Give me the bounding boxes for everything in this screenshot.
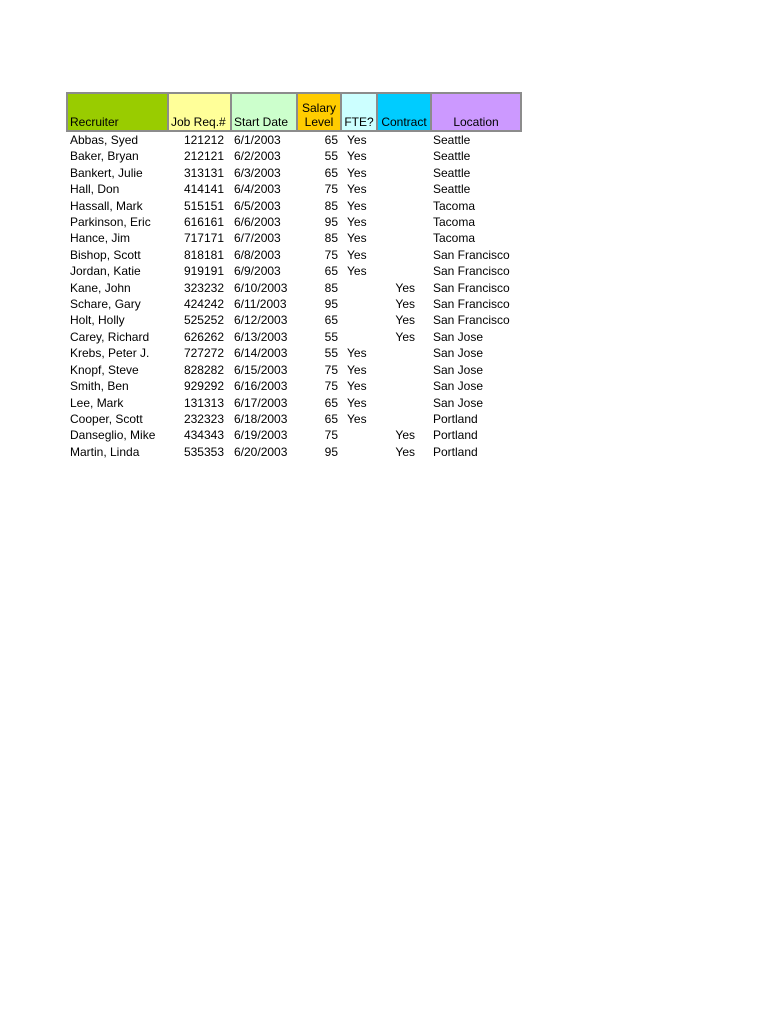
cell-contract[interactable]: Yes — [395, 280, 415, 295]
cell-start-date[interactable]: 6/18/2003 — [234, 411, 288, 426]
cell-job-req[interactable]: 535353 — [183, 444, 224, 459]
cell-start-date[interactable]: 6/9/2003 — [234, 264, 281, 279]
cell-recruiter[interactable]: Kane, John — [70, 280, 131, 295]
table-row — [67, 395, 521, 411]
cell-salary-level[interactable]: 75 — [324, 362, 338, 377]
cell-recruiter[interactable]: Bankert, Julie — [70, 165, 143, 180]
cell-start-date[interactable]: 6/3/2003 — [234, 165, 281, 180]
table-row — [67, 247, 521, 263]
cell-job-req[interactable]: 929292 — [183, 379, 224, 394]
table-body — [67, 131, 521, 460]
cell-location[interactable]: Seattle — [433, 182, 471, 197]
cell-recruiter[interactable]: Cooper, Scott — [70, 411, 143, 426]
cell-recruiter[interactable]: Holt, Holly — [70, 313, 125, 328]
table-row — [67, 181, 521, 197]
cell-contract[interactable] — [377, 198, 431, 214]
cell-recruiter[interactable]: Parkinson, Eric — [70, 215, 151, 230]
cell-location[interactable]: San Jose — [433, 346, 484, 361]
cell-fte[interactable]: Yes — [347, 264, 367, 279]
cell-job-req[interactable]: 212121 — [183, 149, 224, 164]
cell-start-date[interactable]: 6/5/2003 — [234, 198, 281, 213]
cell-job-req[interactable]: 424242 — [183, 297, 224, 312]
cell-location[interactable]: San Francisco — [433, 264, 510, 279]
cell-start-date[interactable]: 6/20/2003 — [234, 444, 288, 459]
cell-job-req[interactable]: 232323 — [183, 411, 224, 426]
cell-fte[interactable] — [341, 312, 377, 328]
header-contract[interactable]: Contract — [377, 93, 431, 131]
table-row — [67, 131, 521, 148]
cell-salary-level[interactable]: 65 — [324, 395, 338, 410]
cell-contract[interactable] — [377, 378, 431, 394]
cell-fte[interactable]: Yes — [347, 395, 367, 410]
cell-start-date[interactable]: 6/14/2003 — [234, 346, 288, 361]
cell-job-req[interactable]: 515151 — [183, 198, 224, 213]
cell-salary-level[interactable]: 95 — [324, 297, 338, 312]
cell-start-date[interactable]: 6/4/2003 — [234, 182, 281, 197]
cell-recruiter[interactable]: Lee, Mark — [70, 395, 124, 410]
table-row — [67, 345, 521, 361]
cell-fte[interactable] — [341, 329, 377, 345]
cell-start-date[interactable]: 6/11/2003 — [234, 297, 287, 312]
cell-location[interactable]: San Jose — [433, 329, 484, 344]
table-row — [67, 312, 521, 328]
table-row — [67, 444, 521, 460]
table-row — [67, 296, 521, 312]
header-salary-line2: Level — [304, 115, 334, 129]
cell-location[interactable]: Seattle — [433, 133, 471, 147]
cell-recruiter[interactable]: Hassall, Mark — [70, 198, 143, 213]
header-location[interactable]: Location — [431, 93, 521, 131]
cell-contract[interactable] — [377, 131, 431, 148]
cell-job-req[interactable]: 313131 — [183, 165, 224, 180]
table-row — [67, 263, 521, 279]
table-row — [67, 411, 521, 427]
cell-contract[interactable] — [377, 148, 431, 164]
table-row — [67, 378, 521, 394]
cell-location[interactable]: Seattle — [433, 165, 471, 180]
cell-recruiter[interactable]: Baker, Bryan — [70, 149, 139, 164]
cell-fte[interactable]: Yes — [347, 379, 367, 394]
cell-recruiter[interactable]: Hance, Jim — [70, 231, 131, 246]
cell-fte[interactable]: Yes — [347, 215, 367, 230]
cell-contract[interactable] — [377, 214, 431, 230]
cell-recruiter[interactable]: Jordan, Katie — [70, 264, 141, 279]
cell-contract[interactable] — [377, 230, 431, 246]
cell-salary-level[interactable]: 75 — [324, 182, 338, 197]
cell-contract[interactable] — [377, 181, 431, 197]
cell-start-date[interactable]: 6/1/2003 — [234, 133, 281, 147]
cell-recruiter[interactable]: Knopf, Steve — [70, 362, 139, 377]
cell-salary-level[interactable]: 65 — [324, 165, 338, 180]
cell-recruiter[interactable]: Abbas, Syed — [70, 133, 139, 147]
cell-salary-level[interactable]: 85 — [324, 231, 338, 246]
cell-recruiter[interactable]: Martin, Linda — [70, 444, 140, 459]
cell-location[interactable]: San Francisco — [433, 297, 510, 312]
cell-job-req[interactable]: 525252 — [183, 313, 224, 328]
cell-start-date[interactable]: 6/2/2003 — [234, 149, 281, 164]
cell-fte[interactable] — [341, 427, 377, 443]
cell-salary-level[interactable]: 95 — [324, 444, 338, 459]
cell-location[interactable]: Portland — [433, 428, 478, 443]
cell-start-date[interactable]: 6/15/2003 — [234, 362, 288, 377]
cell-salary-level[interactable]: 55 — [324, 329, 338, 344]
cell-job-req[interactable]: 727272 — [183, 346, 224, 361]
cell-job-req[interactable]: 828282 — [183, 362, 224, 377]
header-recruiter[interactable]: Recruiter — [67, 93, 168, 131]
cell-salary-level[interactable]: 75 — [324, 428, 338, 443]
cell-salary-level[interactable]: 55 — [324, 149, 338, 164]
cell-fte[interactable]: Yes — [347, 362, 367, 377]
cell-start-date[interactable]: 6/16/2003 — [234, 379, 288, 394]
table-row — [67, 214, 521, 230]
cell-salary-level[interactable]: 55 — [324, 346, 338, 361]
cell-salary-level[interactable]: 75 — [324, 247, 338, 262]
table-row — [67, 230, 521, 246]
cell-salary-level[interactable]: 65 — [324, 411, 338, 426]
cell-contract[interactable] — [377, 362, 431, 378]
cell-location[interactable]: San Francisco — [433, 247, 510, 262]
cell-fte[interactable] — [341, 280, 377, 296]
cell-recruiter[interactable]: Krebs, Peter J. — [70, 346, 150, 361]
header-salary-level[interactable] — [297, 93, 341, 131]
cell-contract[interactable]: Yes — [395, 329, 415, 344]
spreadsheet-page — [66, 92, 522, 460]
cell-location[interactable]: Portland — [433, 444, 478, 459]
cell-location[interactable]: San Francisco — [433, 280, 510, 295]
cell-job-req[interactable]: 414141 — [183, 182, 224, 197]
cell-location[interactable]: San Francisco — [433, 313, 510, 328]
cell-location[interactable]: Tacoma — [433, 215, 476, 230]
cell-recruiter[interactable]: Carey, Richard — [70, 329, 150, 344]
cell-salary-level[interactable]: 65 — [324, 313, 338, 328]
cell-job-req[interactable]: 626262 — [183, 329, 224, 344]
table-row — [67, 198, 521, 214]
cell-start-date[interactable]: 6/10/2003 — [234, 280, 288, 295]
cell-contract[interactable]: Yes — [395, 313, 415, 328]
header-job-req[interactable]: Job Req.# — [168, 93, 231, 131]
cell-salary-level[interactable]: 65 — [324, 133, 338, 147]
cell-contract[interactable] — [377, 395, 431, 411]
cell-salary-level[interactable]: 65 — [324, 264, 338, 279]
cell-contract[interactable]: Yes — [395, 428, 415, 443]
cell-start-date[interactable]: 6/17/2003 — [234, 395, 288, 410]
cell-start-date[interactable]: 6/12/2003 — [234, 313, 288, 328]
cell-contract[interactable] — [377, 411, 431, 427]
cell-start-date[interactable]: 6/13/2003 — [234, 329, 288, 344]
cell-contract[interactable]: Yes — [395, 444, 415, 459]
cell-salary-level[interactable]: 85 — [324, 280, 338, 295]
cell-job-req[interactable]: 919191 — [183, 264, 224, 279]
cell-start-date[interactable]: 6/19/2003 — [234, 428, 288, 443]
cell-salary-level[interactable]: 95 — [324, 215, 338, 230]
cell-contract[interactable]: Yes — [395, 297, 415, 312]
cell-job-req[interactable]: 434343 — [183, 428, 224, 443]
table-row — [67, 280, 521, 296]
cell-fte[interactable] — [341, 444, 377, 460]
cell-fte[interactable]: Yes — [347, 133, 367, 147]
cell-fte[interactable]: Yes — [347, 149, 367, 164]
cell-start-date[interactable]: 6/6/2003 — [234, 215, 281, 230]
cell-job-req[interactable]: 616161 — [183, 215, 224, 230]
cell-job-req[interactable]: 818181 — [183, 247, 224, 262]
cell-recruiter[interactable]: Bishop, Scott — [70, 247, 141, 262]
cell-location[interactable]: San Jose — [433, 362, 484, 377]
cell-location[interactable]: Tacoma — [433, 198, 476, 213]
header-start-date[interactable]: Start Date — [231, 93, 297, 131]
cell-contract[interactable] — [377, 165, 431, 181]
cell-job-req[interactable]: 323232 — [183, 280, 224, 295]
cell-location[interactable]: San Jose — [433, 395, 484, 410]
cell-start-date[interactable]: 6/7/2003 — [234, 231, 281, 246]
header-salary-line1: Salary — [301, 101, 336, 115]
header-row — [67, 93, 521, 131]
table-row — [67, 329, 521, 345]
cell-recruiter[interactable]: Hall, Don — [70, 182, 120, 197]
table-row — [67, 362, 521, 378]
cell-job-req[interactable]: 131313 — [183, 395, 224, 410]
cell-fte[interactable] — [341, 296, 377, 312]
cell-salary-level[interactable]: 85 — [324, 198, 338, 213]
cell-fte[interactable]: Yes — [347, 198, 367, 213]
cell-fte[interactable]: Yes — [347, 182, 367, 197]
cell-location[interactable]: Tacoma — [433, 231, 476, 246]
cell-location[interactable]: Portland — [433, 411, 478, 426]
cell-fte[interactable]: Yes — [347, 346, 367, 361]
table-row — [67, 427, 521, 443]
recruiter-table — [66, 92, 522, 460]
table-row — [67, 165, 521, 181]
cell-recruiter[interactable]: Smith, Ben — [70, 379, 129, 394]
cell-start-date[interactable]: 6/8/2003 — [234, 247, 281, 262]
cell-fte[interactable]: Yes — [347, 231, 367, 246]
cell-salary-level[interactable]: 75 — [324, 379, 338, 394]
cell-location[interactable]: Seattle — [433, 149, 471, 164]
cell-contract[interactable] — [377, 247, 431, 263]
cell-fte[interactable]: Yes — [347, 165, 367, 180]
cell-fte[interactable]: Yes — [347, 247, 367, 262]
cell-job-req[interactable]: 717171 — [183, 231, 224, 246]
cell-job-req[interactable]: 121212 — [183, 133, 224, 147]
cell-recruiter[interactable]: Schare, Gary — [70, 297, 141, 312]
cell-recruiter[interactable]: Danseglio, Mike — [70, 428, 156, 443]
cell-contract[interactable] — [377, 345, 431, 361]
table-row — [67, 148, 521, 164]
cell-contract[interactable] — [377, 263, 431, 279]
header-fte[interactable]: FTE? — [341, 93, 377, 131]
cell-location[interactable]: San Jose — [433, 379, 484, 394]
cell-fte[interactable]: Yes — [347, 411, 367, 426]
